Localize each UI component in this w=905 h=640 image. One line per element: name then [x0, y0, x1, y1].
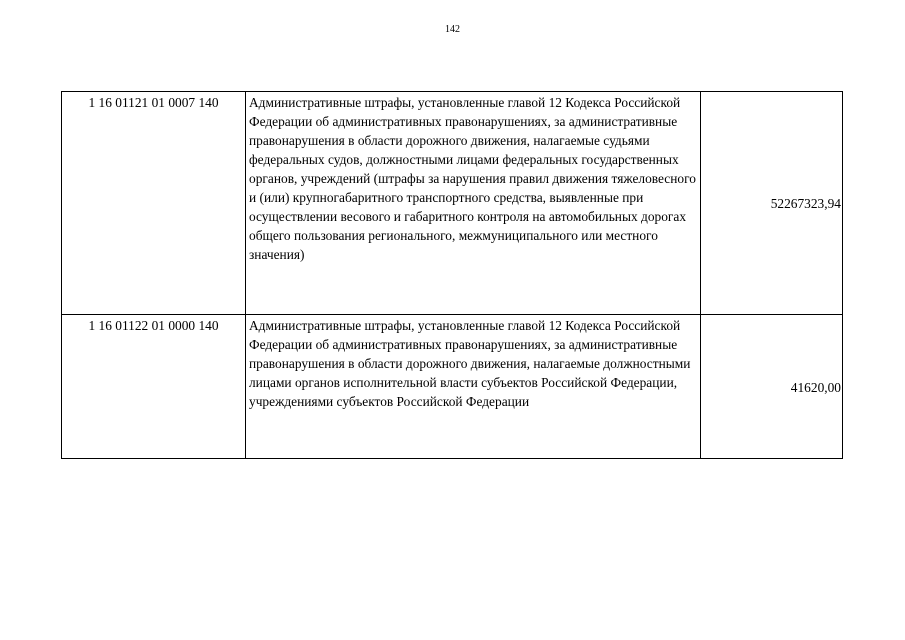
revenue-description: Административные штрафы, установленные главой 12 Кодекса Российской Федерации об административных правонарушениях, за административные правонарушения в области дорожного движения, налагаемые должностными лицами органов исполнительной власти субъектов Российской Федерации, учреждениями субъектов Российской Федерации — [246, 315, 701, 459]
budget-classification-code: 1 16 01121 01 0007 140 — [62, 92, 246, 315]
revenue-description: Административные штрафы, установленные главой 12 Кодекса Российской Федерации об административных правонарушениях, за административные правонарушения в области дорожного движения, налагаемые судьями федеральных судов, должностными лицами федеральных государственных органов, учреждений (штрафы за нарушения правил движения тяжеловесного и (или) крупногабаритного транспортного средства, выявленные при осуществлении весового и габаритного контроля на автомобильных дорогах общего пользования регионального, межмуниципального или местного значения) — [246, 92, 701, 315]
budget-revenue-table — [61, 91, 843, 459]
table-row — [62, 92, 843, 315]
revenue-amount: 52267323,94 — [701, 92, 843, 315]
table-row — [62, 315, 843, 459]
budget-classification-code: 1 16 01122 01 0000 140 — [62, 315, 246, 459]
page-number: 142 — [445, 24, 460, 35]
revenue-amount: 41620,00 — [701, 315, 843, 459]
